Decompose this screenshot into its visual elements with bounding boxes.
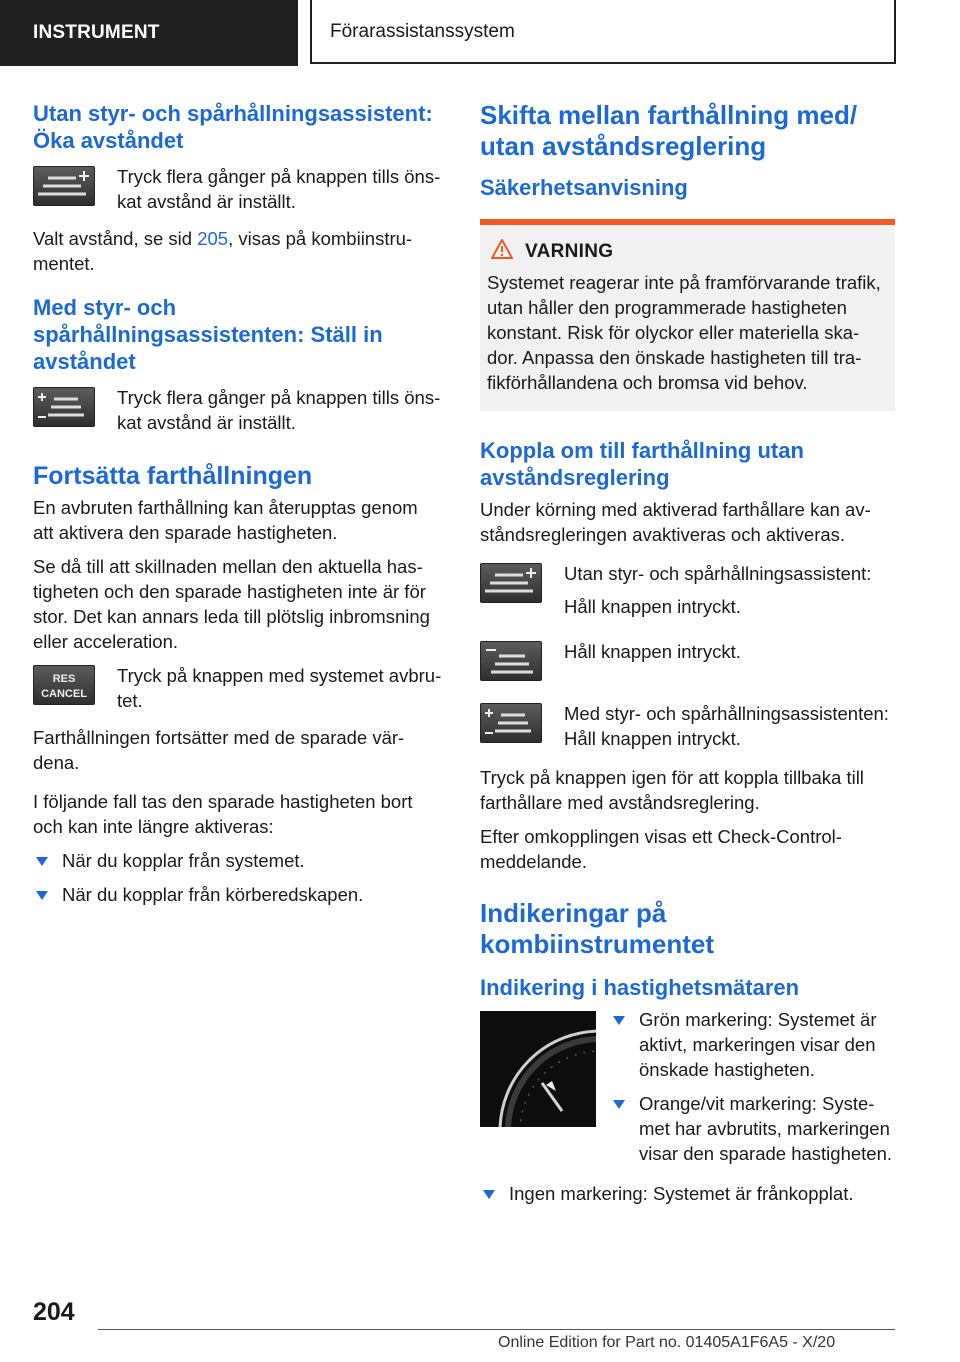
distance-set-instruction — [33, 385, 443, 435]
instruction-text: Tryck på knappen med systemet avbru-tet. — [117, 665, 442, 711]
distance-plus-button-icon — [480, 563, 542, 603]
warning-text: Systemet reagerar inte på framförvarande trafik, utan håller den programmerade hastigheten konstant. Risk för olyckor eller materiella ska-dor. Anpassa den önskade hastigheten till tra-fikförhållandena och bromsa vid behov. — [487, 272, 881, 393]
warning-box — [480, 219, 895, 411]
heading-switch-without-distance: Koppla om till farthållning utan avståndsreglering — [480, 438, 804, 490]
warning-triangle-icon — [491, 239, 513, 264]
paragraph: Se då till att skillnaden mellan den aktuella has-tigheten och den sparade hastigheten inte är för stor. Det kan annars leda till plötslig inbromsning eller acceleration. — [33, 556, 430, 652]
list-item: När du kopplar från systemet. — [33, 848, 443, 873]
cancel-label: CANCEL — [41, 688, 87, 700]
distance-plusminus-button-icon — [33, 387, 95, 427]
right-column — [480, 100, 895, 1215]
page-link[interactable]: 205 — [197, 228, 229, 249]
footer-edition: Online Edition for Part no. 01405A1F6A5 - X/20 — [498, 1334, 836, 1351]
bullet-list — [33, 848, 443, 907]
res-cancel-button-icon — [33, 665, 95, 705]
page-header — [0, 0, 960, 66]
paragraph: En avbruten farthållning kan återupptas genom att aktivera den sparade hastigheten. — [33, 497, 418, 543]
heading-increase-distance: Utan styr- och spårhållningsassistent: Öka avståndet — [33, 101, 433, 153]
list-item: När du kopplar från körberedskapen. — [33, 882, 443, 907]
paragraph: Efter omkopplingen visas ett Check-Control-meddelande. — [480, 826, 842, 872]
section-title: INSTRUMENT — [0, 0, 298, 66]
paragraph: I följande fall tas den sparade hastigheten bort och kan inte längre aktiveras: — [33, 791, 413, 837]
heading-resume-cruise: Fortsätta farthållningen — [33, 462, 313, 490]
heading-switch-mode: Skifta mellan farthållning med/ utan avståndsreglering — [480, 100, 858, 161]
chapter-title: Förarassistanssystem — [310, 0, 896, 64]
switch-instruction-2 — [480, 639, 895, 681]
instruction-text: Tryck flera gånger på knappen tills öns-kat avstånd är inställt. — [117, 387, 441, 433]
instruction-text: Utan styr- och spårhållningsassistent: — [564, 563, 872, 584]
switch-instruction-1 — [480, 561, 895, 627]
list-item: Orange/vit markering: Syste-met har avbrutits, markeringen visar den sparade hastigheten. — [610, 1091, 895, 1166]
speedometer-image — [480, 1011, 596, 1127]
distance-plusminus-button-icon — [480, 703, 542, 743]
speedometer-section — [480, 1007, 895, 1175]
switch-instruction-3 — [480, 701, 895, 751]
heading-speedometer: Indikering i hastighetsmätaren — [480, 975, 800, 1000]
bullet-list — [480, 1181, 895, 1206]
paragraph: Valt avstånd, se sid 205, visas på kombiinstru-mentet. — [33, 228, 413, 274]
paragraph: Farthållningen fortsätter med de sparade vär-dena. — [33, 727, 405, 773]
heading-safety: Säkerhetsanvisning — [480, 175, 688, 200]
instruction-text: Tryck flera gånger på knappen tills öns-kat avstånd är inställt. — [117, 166, 441, 212]
instruction-text: Håll knappen intryckt. — [564, 641, 741, 662]
res-label: RES — [52, 673, 76, 685]
instruction-text: Med styr- och spårhållningsassistenten: Håll knappen intryckt. — [564, 703, 889, 749]
warning-title: VARNING — [525, 240, 614, 262]
warning-header — [491, 239, 889, 264]
paragraph: Tryck på knappen igen för att koppla tillbaka till farthållare med avståndsreglering. — [480, 767, 864, 813]
distance-plus-button-icon — [33, 166, 95, 206]
footer-divider — [98, 1329, 895, 1330]
heading-indications: Indikeringar på kombiinstrumentet — [480, 898, 715, 959]
speedometer-bullets — [610, 1007, 895, 1175]
distance-plus-instruction — [33, 164, 443, 214]
res-cancel-instruction — [33, 663, 443, 713]
paragraph: Under körning med aktiverad farthållare kan av-ståndsregleringen avaktiveras och aktiveras. — [480, 499, 871, 545]
list-item: Grön markering: Systemet är aktivt, markeringen visar den önskade hastigheten. — [610, 1007, 895, 1082]
list-item: Ingen markering: Systemet är frånkopplat. — [480, 1181, 895, 1206]
page-number: 204 — [33, 1298, 75, 1326]
instruction-text: Håll knappen intryckt. — [564, 596, 741, 617]
left-column — [33, 100, 443, 916]
distance-minus-button-icon — [480, 641, 542, 681]
heading-set-distance: Med styr- och spårhållningsassistenten: Ställ in avståndet — [33, 295, 383, 374]
